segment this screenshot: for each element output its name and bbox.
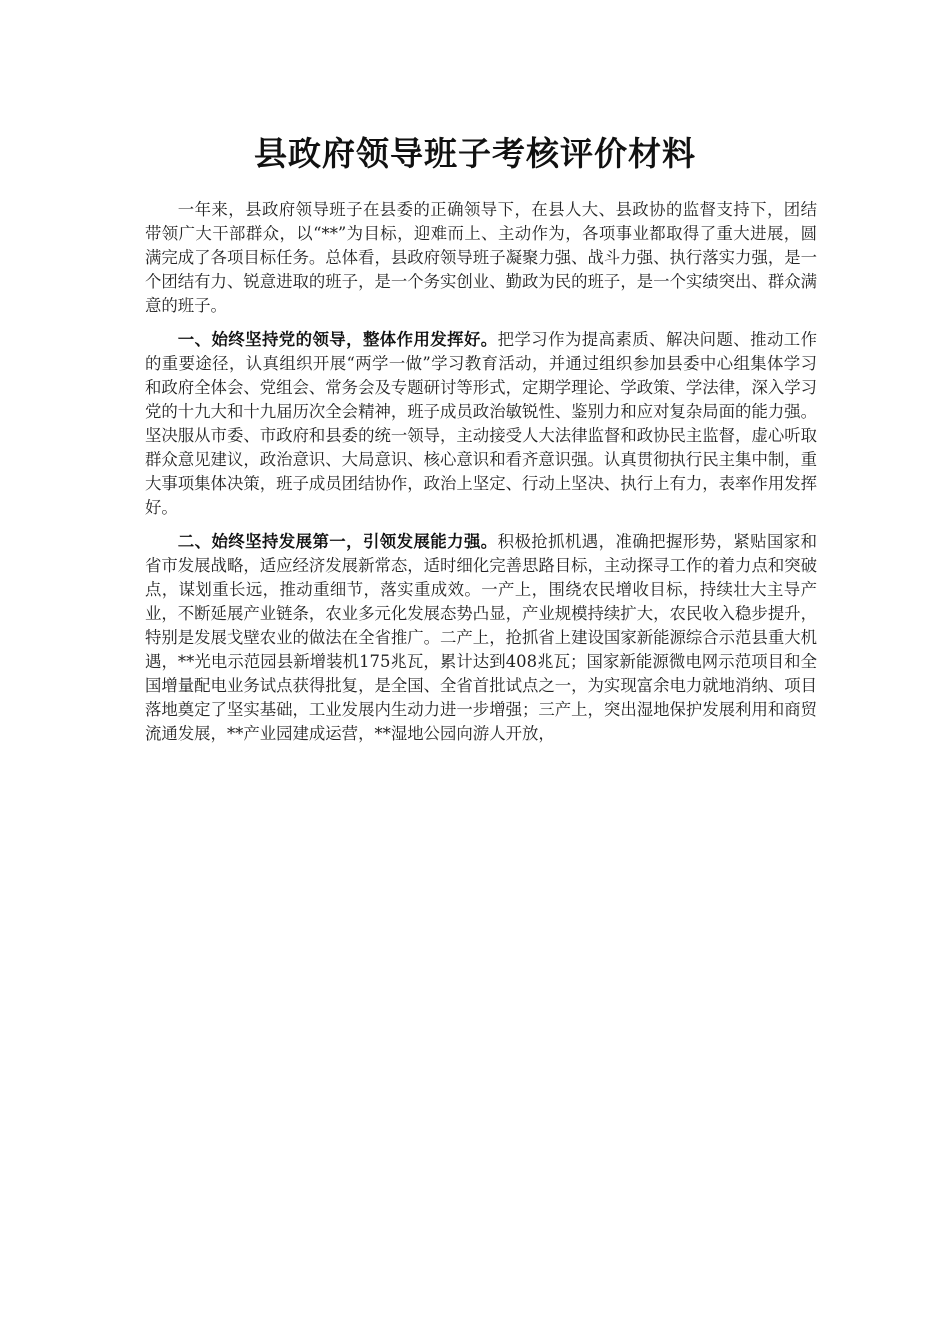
paragraph-section-2 (145, 530, 817, 746)
section-heading: 一、始终坚持党的领导，整体作用发挥好。 (177, 330, 498, 349)
section-heading: 二、始终坚持发展第一，引领发展能力强。 (177, 532, 498, 551)
paragraph-text: 把学习作为提高素质、解决问题、推动工作的重要途径，认真组织开展“两学一做”学习教育活动，并通过组织参加县委中心组集体学习和政府全体会、党组会、常务会及专题研讨等形式，定期学理论、学政策、学法律，深入学习党的十九大和十九届历次全会精神，班子成员政治敏锐性、鉴别力和应对复杂局面的能力强。坚决服从市委、市政府和县委的统一领导，主动接受人大法律监督和政协民主监督，虚心听取群众意见建议，政治意识、大局意识、核心意识和看齐意识强。认真贯彻执行民主集中制，重大事项集体决策，班子成员团结协作，政治上坚定、行动上坚决、执行上有力，表率作用发挥好。 (145, 330, 818, 517)
paragraph-section-1 (145, 328, 817, 520)
document-title: 县政府领导班子考核评价材料 (254, 134, 696, 173)
paragraph-text: 一年来，县政府领导班子在县委的正确领导下，在县人大、县政协的监督支持下，团结带领广大干部群众，以“**”为目标，迎难而上、主动作为，各项事业都取得了重大进展，圆满完成了各项目标任务。总体看，县政府领导班子凝聚力强、战斗力强、执行落实力强，是一个团结有力、锐意进取的班子，是一个务实创业、勤政为民的班子，是一个实绩突出、群众满意的班子。 (145, 200, 818, 315)
paragraph-text: 积极抢抓机遇，准确把握形势，紧贴国家和省市发展战略，适应经济发展新常态，适时细化完善思路目标，主动探寻工作的着力点和突破点，谋划重长远，推动重细节，落实重成效。一产上，围绕农民增收目标，持续壮大主导产业，不断延展产业链条，农业多元化发展态势凸显，产业规模持续扩大，农民收入稳步提升，特别是发展戈壁农业的做法在全省推广。二产上，抢抓省上建设国家新能源综合示范县重大机遇，**光电示范园县新增装机175兆瓦，累计达到408兆瓦；国家新能源微电网示范项目和全国增量配电业务试点获得批复，是全国、全省首批试点之一，为实现富余电力就地消纳、项目落地奠定了坚实基础，工业发展内生动力进一步增强；三产上，突出湿地保护发展利用和商贸流通发展，**产业园建成运营，**湿地公园向游人开放， (145, 532, 818, 743)
document-body (145, 198, 817, 756)
paragraph-intro (145, 198, 817, 318)
